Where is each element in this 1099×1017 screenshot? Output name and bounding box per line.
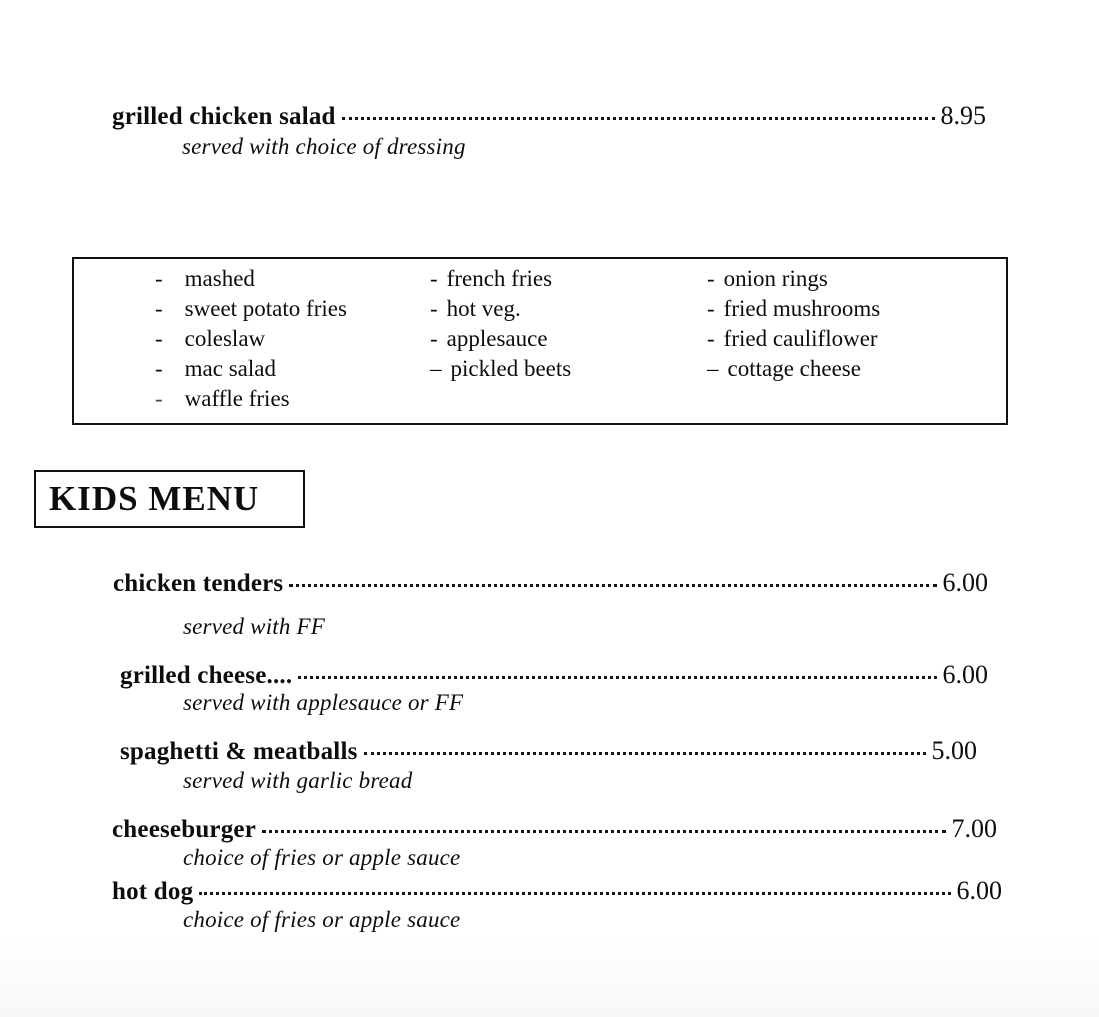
dash-bullet: - — [155, 326, 163, 351]
item-name: grilled chicken salad — [112, 103, 336, 130]
side-item — [155, 326, 347, 356]
dotted-leader — [262, 830, 945, 833]
sides-box — [72, 257, 1008, 425]
dash-bullet: - — [430, 326, 438, 351]
kids-menu-header — [34, 470, 305, 528]
side-item — [707, 296, 880, 326]
dotted-leader — [289, 584, 936, 587]
dash-bullet: - — [707, 296, 715, 321]
side-item-label: pickled beets — [450, 356, 572, 381]
dash-bullet: - — [155, 296, 163, 321]
dotted-leader — [298, 676, 936, 679]
side-item-label: onion rings — [723, 266, 828, 291]
item-name: chicken tenders — [113, 570, 284, 597]
item-price: 6.00 — [956, 876, 1002, 905]
side-item — [707, 266, 880, 296]
menu-item-cheeseburger — [112, 814, 997, 844]
side-item — [155, 386, 347, 416]
side-item — [707, 356, 880, 386]
item-name: grilled cheese.... — [120, 662, 293, 689]
sides-column-3 — [707, 266, 880, 386]
dotted-leader — [342, 117, 935, 120]
side-item-label: waffle fries — [184, 386, 290, 411]
sides-column-2 — [430, 266, 571, 386]
dotted-leader — [364, 752, 926, 755]
dash-bullet: - — [430, 296, 438, 321]
side-item-label: hot veg. — [446, 296, 521, 321]
item-description: served with garlic bread — [183, 768, 413, 793]
item-price: 5.00 — [931, 736, 977, 765]
side-item-label: mac salad — [184, 356, 276, 381]
side-item-label: cottage cheese — [727, 356, 861, 381]
side-item-label: coleslaw — [184, 326, 266, 351]
dash-bullet-accent: - — [155, 386, 163, 411]
side-item — [155, 356, 347, 386]
item-name: hot dog — [112, 878, 194, 905]
sides-column-1 — [155, 266, 347, 416]
dash-bullet: - — [707, 326, 715, 351]
menu-item-spaghetti-meatballs — [120, 736, 977, 766]
dash-bullet: - — [707, 266, 715, 291]
side-item-label: fried mushrooms — [723, 296, 881, 321]
menu-item-grilled-cheese — [120, 660, 988, 690]
item-price: 7.00 — [951, 814, 997, 843]
item-price: 6.00 — [942, 568, 988, 597]
side-item — [707, 326, 880, 356]
item-description: served with applesauce or FF — [183, 690, 464, 715]
side-item-label: mashed — [184, 266, 255, 291]
dash-bullet: - — [155, 356, 163, 381]
item-description: choice of fries or apple sauce — [183, 907, 461, 932]
side-item-label: sweet potato fries — [184, 296, 347, 321]
side-item-label: fried cauliflower — [723, 326, 878, 351]
menu-item-chicken-tenders — [113, 568, 988, 598]
dash-bullet: - — [430, 266, 438, 291]
side-item — [430, 356, 571, 386]
dash-bullet: – — [707, 356, 719, 381]
side-item-label: french fries — [446, 266, 553, 291]
item-name: spaghetti & meatballs — [120, 738, 358, 765]
dotted-leader — [199, 892, 950, 895]
menu-item-hot-dog — [112, 876, 1002, 906]
kids-menu-title: KIDS MENU — [49, 479, 260, 518]
item-description: served with FF — [183, 614, 326, 639]
side-item — [155, 296, 347, 326]
item-name: cheeseburger — [112, 816, 257, 843]
dash-bullet: - — [155, 266, 163, 291]
side-item-label: applesauce — [446, 326, 548, 351]
item-price: 8.95 — [940, 101, 986, 130]
side-item — [155, 266, 347, 296]
item-description: choice of fries or apple sauce — [183, 845, 461, 870]
side-item — [430, 266, 571, 296]
item-price: 6.00 — [942, 660, 988, 689]
dash-bullet: – — [430, 356, 442, 381]
item-description: served with choice of dressing — [182, 134, 466, 159]
menu-item-grilled-chicken-salad — [112, 101, 986, 131]
side-item — [430, 326, 571, 356]
side-item — [430, 296, 571, 326]
